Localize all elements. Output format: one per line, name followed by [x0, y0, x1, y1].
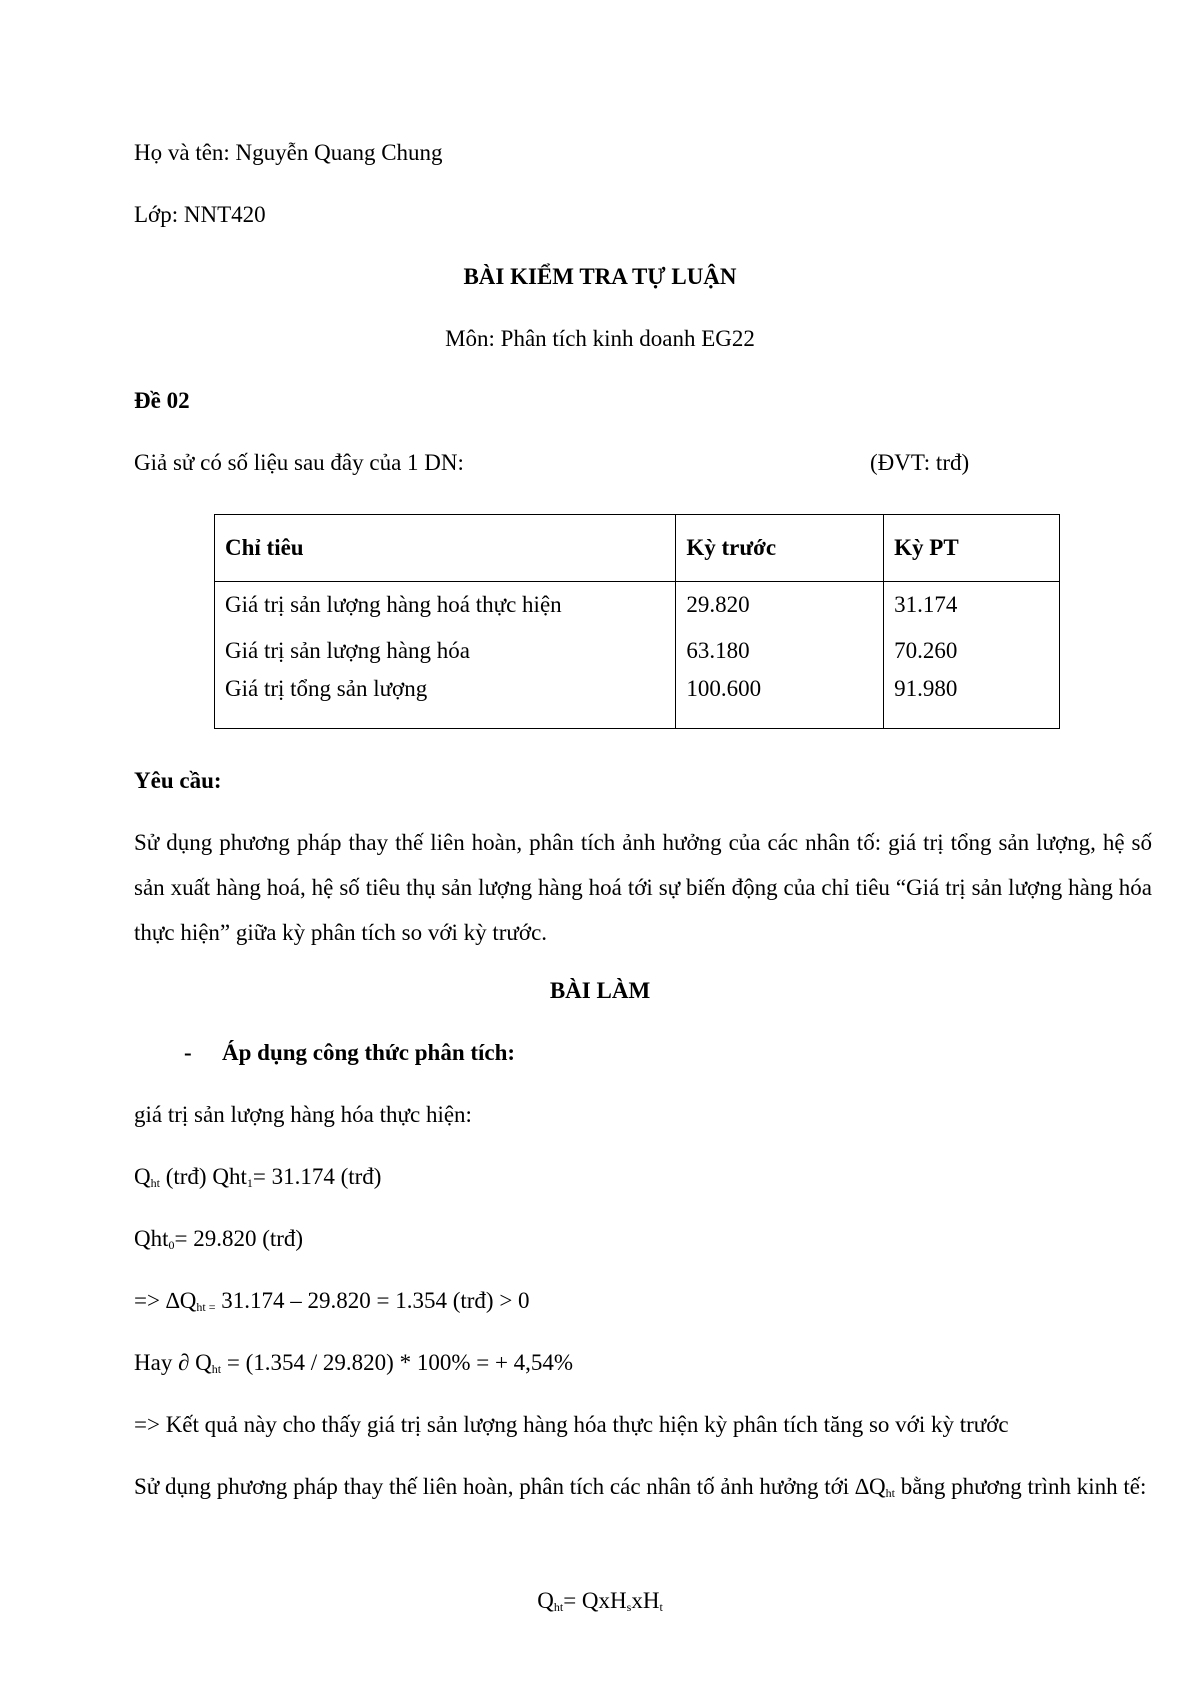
table-header-cell: Chỉ tiêu	[215, 515, 676, 582]
economic-formula: $Q_{ht}= QxH_sxH_t$	[537, 1588, 663, 1614]
table-cell: Giá trị sản lượng hàng hóa	[215, 628, 676, 674]
table-cell: 29.820	[676, 582, 884, 629]
table-cell: 31.174	[884, 582, 1060, 629]
student-name: Họ và tên: Nguyễn Quang Chung	[134, 140, 443, 165]
bullet-marker: -	[184, 1040, 192, 1065]
table-row	[215, 582, 1060, 629]
text-line: giá trị sản lượng hàng hóa thực hiện:	[134, 1102, 472, 1127]
table-cell: Giá trị tổng sản lượng	[215, 674, 676, 729]
table-header-cell: Kỳ PT	[884, 515, 1060, 582]
subject-line: Môn: Phân tích kinh doanh EG22	[445, 326, 755, 351]
exam-code: Đề 02	[134, 388, 190, 413]
table-cell: Giá trị sản lượng hàng hoá thực hiện	[215, 582, 676, 629]
requirement-heading: Yêu cầu:	[134, 768, 222, 793]
table-cell: 91.980	[884, 674, 1060, 729]
table-header-cell: Kỳ trước	[676, 515, 884, 582]
bullet-item	[184, 1038, 515, 1068]
formula-line: => $\Delta Q_{ht =}$ 31.174 – 29.820 = 1.354 (trđ) > 0	[134, 1288, 530, 1314]
requirement-text: Sử dụng phương pháp thay thế liên hoàn, phân tích ảnh hưởng của các nhân tố: giá trị tổng sản lượng, hệ số sản xuất hàng hoá, hệ số tiêu thụ sản lượng hàng hoá tới sự biến động của chỉ tiêu “Giá trị sản lượng hàng hóa thực hiện” giữa kỳ phân tích so với kỳ trước.	[134, 830, 1152, 945]
table-row	[215, 628, 1060, 674]
method-paragraph: Sử dụng phương pháp thay thế liên hoàn, phân tích các nhân tố ảnh hưởng tới $\Delta Q_{ht}$ bằng phương trình kinh tế:	[134, 1474, 1147, 1500]
table-cell: 63.180	[676, 628, 884, 674]
table-cell: 70.260	[884, 628, 1060, 674]
unit-label: (ĐVT: trđ)	[870, 450, 970, 475]
conclusion-line: => Kết quả này cho thấy giá trị sản lượng hàng hóa thực hiện kỳ phân tích tăng so với kỳ trước	[134, 1412, 1009, 1437]
data-table	[214, 514, 1060, 729]
formula-line: Qht$_0$= 29.820 (trđ)	[134, 1226, 304, 1252]
page-title: BÀI KIỂM TRA TỰ LUẬN	[463, 264, 737, 289]
table-row	[215, 674, 1060, 729]
bullet-heading: Áp dụng công thức phân tích:	[222, 1040, 516, 1065]
table-header-row	[215, 515, 1060, 582]
formula-line: Hay ∂ $Q_{ht} = (1.354 / 29.820) * 100\%$ = + 4,54%	[134, 1350, 574, 1376]
formula-line: $Q_{ht}$ (trđ) Qht$_1$= 31.174 (trđ)	[134, 1164, 382, 1190]
student-class: Lớp: NNT420	[134, 202, 266, 227]
table-cell: 100.600	[676, 674, 884, 729]
solution-heading: BÀI LÀM	[549, 978, 651, 1003]
intro-text: Giả sử có số liệu sau đây của 1 DN:	[134, 450, 464, 475]
